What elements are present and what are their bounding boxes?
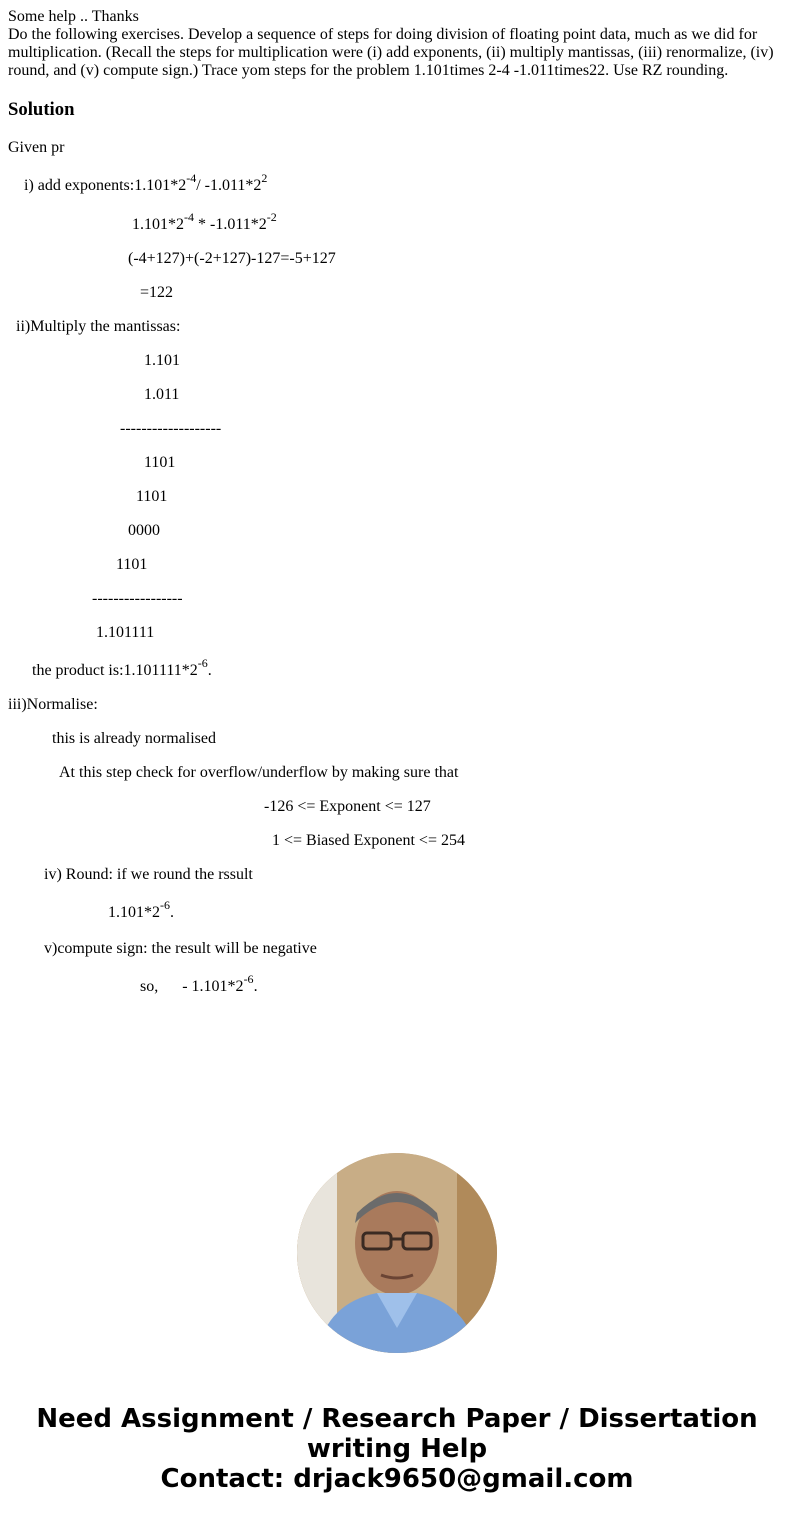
step4-line: iv) Round: if we round the rssult <box>44 866 253 883</box>
question-text: Do the following exercises. Develop a sequence of steps for doing division of floating point data, much as we did for multiplication. (Recall the steps for multiplication were (i) add exponents, (ii) multiply mantissas, (iii) renormalize, (iv) round, and (v) compute sign.) Trace yom steps for the problem 1.101times 2-4 -1.011times22. Use RZ rounding. <box>8 26 774 79</box>
given-line: Given pr <box>8 139 65 156</box>
exponent-expression: $1.101*2^{-4} * -1.011*2^{-2}$ <box>132 209 277 233</box>
exponent-range: -126 <= Exponent <= 127 <box>264 798 431 815</box>
biased-sum: (-4+127)+(-2+127)-127=-5+127 <box>128 250 336 267</box>
product-value: 1.101111 <box>96 624 155 641</box>
promo-banner <box>0 1404 794 1494</box>
normalised-note: this is already normalised <box>52 730 216 747</box>
author-photo <box>297 1153 497 1353</box>
mantissa-1: 1.101 <box>144 352 180 369</box>
banner-line: Need Assignment / Research Paper / Dissertation <box>36 1404 758 1434</box>
biased-result: =122 <box>140 284 174 301</box>
solution-heading: Solution <box>8 99 75 120</box>
partial-product: 0000 <box>128 522 160 539</box>
step5-line: v)compute sign: the result will be negative <box>44 940 317 957</box>
rounded-value: $1.101*2^{-6}$. <box>108 897 174 921</box>
biased-exponent-range: 1 <= Biased Exponent <= 254 <box>272 832 465 849</box>
step2-line: ii)Multiply the mantissas: <box>16 318 181 335</box>
mantissa-2: 1.011 <box>144 386 180 403</box>
person-icon <box>297 1153 497 1353</box>
partial-product: 1101 <box>144 454 176 471</box>
question-intro: Some help .. Thanks <box>8 8 139 25</box>
step1-line: i) add $exponents:1.101*2^{-4}/$ $-1.011*2^2$ <box>24 170 268 194</box>
question-block <box>8 8 786 80</box>
rule-line: ------------------- <box>120 420 222 437</box>
final-result: so, - $1.101*2^{-6}$. <box>140 971 258 995</box>
rule-line: ----------------- <box>92 590 183 607</box>
partial-product: 1101 <box>136 488 168 505</box>
step3-line: iii)Normalise: <box>8 696 98 713</box>
partial-product: 1101 <box>116 556 148 573</box>
product-line: the product $is:1.101111*2^{-6}$. <box>32 655 212 679</box>
overflow-note: At this step check for overflow/underflow by making sure that <box>59 764 459 781</box>
banner-line: writing Help <box>306 1434 488 1464</box>
contact-email: Contact: drjack9650@gmail.com <box>160 1464 634 1494</box>
